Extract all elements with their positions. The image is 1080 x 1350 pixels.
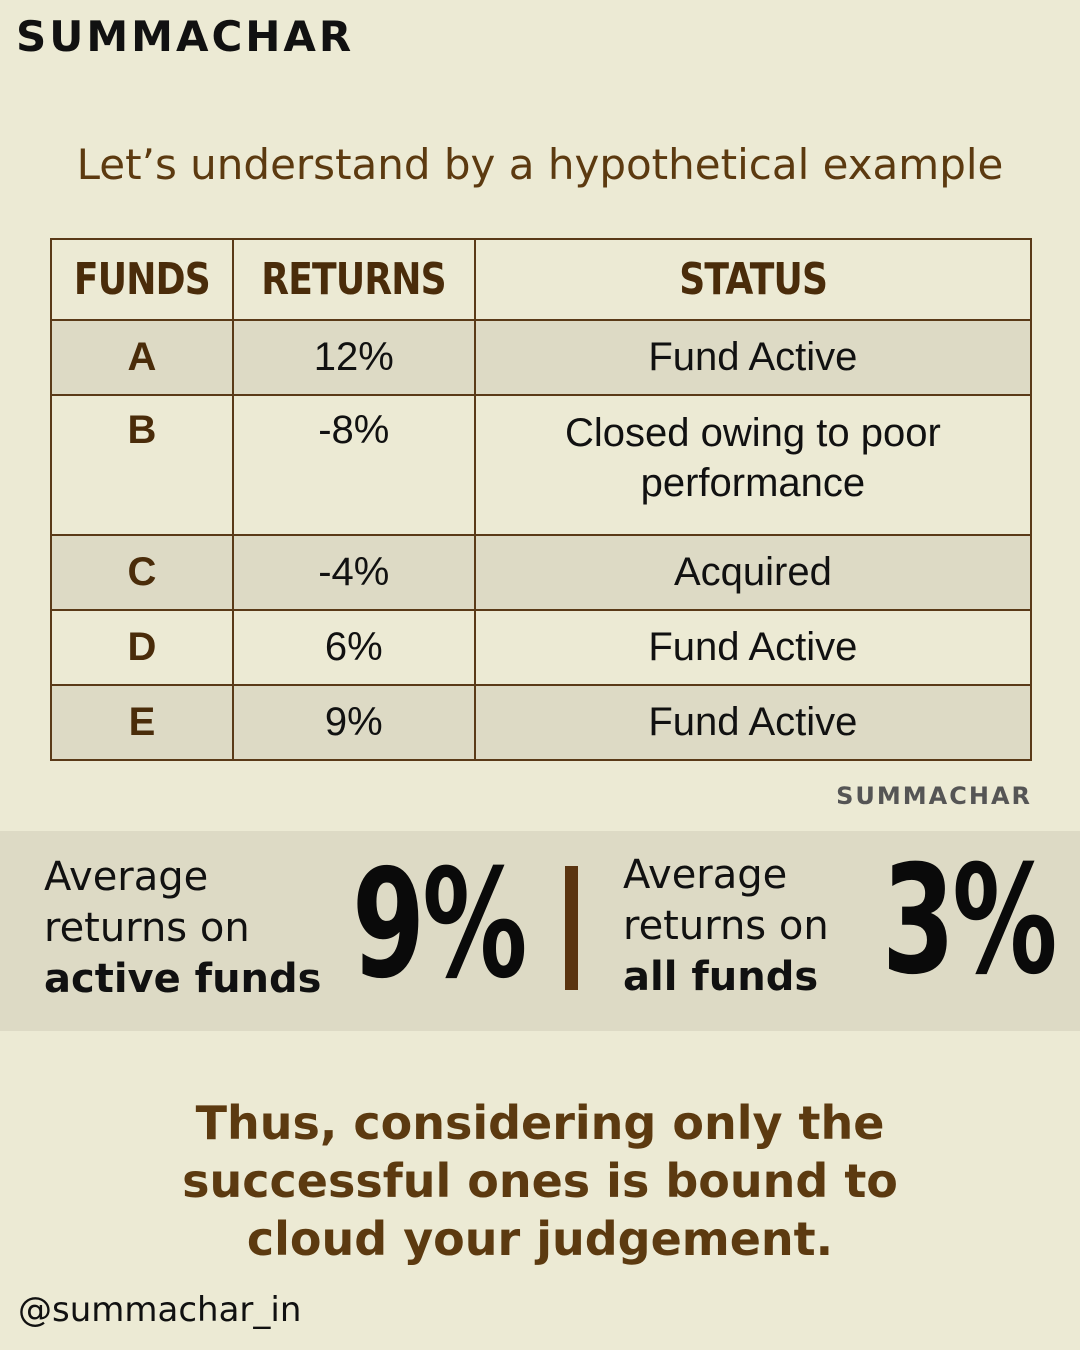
returns-cell: 6%	[233, 610, 475, 685]
returns-cell: -8%	[233, 395, 475, 535]
conclusion-text	[0, 1094, 1080, 1268]
returns-cell: 12%	[233, 320, 475, 395]
status-cell: Fund Active	[475, 320, 1031, 395]
fund-cell: E	[51, 685, 233, 760]
fund-cell: B	[51, 395, 233, 535]
active-funds-value: 9%	[352, 838, 525, 1012]
conclusion-line1: Thus, considering only the	[195, 1096, 885, 1150]
all-label-line3: all funds	[623, 954, 819, 1000]
header-returns: RETURNS	[233, 239, 475, 320]
social-handle: @summachar_in	[18, 1290, 302, 1330]
all-label-line1: Average	[623, 852, 788, 898]
table-row	[51, 685, 1031, 760]
active-label-line1: Average	[44, 854, 209, 900]
table-row	[51, 320, 1031, 395]
fund-cell: A	[51, 320, 233, 395]
brand-watermark: SUMMACHAR	[836, 782, 1032, 810]
brand-logo: SUMMACHAR	[16, 12, 355, 61]
returns-cell: -4%	[233, 535, 475, 610]
active-funds-label	[44, 852, 321, 1005]
fund-cell: C	[51, 535, 233, 610]
all-funds-label	[623, 850, 829, 1003]
all-label-line2: returns on	[623, 903, 829, 949]
all-funds-value: 3%	[882, 834, 1055, 1008]
table-header-row	[51, 239, 1031, 320]
header-status: STATUS	[475, 239, 1031, 320]
table-row	[51, 395, 1031, 535]
status-cell: Closed owing to poor performance	[475, 395, 1031, 535]
fund-cell: D	[51, 610, 233, 685]
status-cell: Acquired	[475, 535, 1031, 610]
conclusion-line3: cloud your judgement.	[246, 1212, 834, 1266]
table-row	[51, 610, 1031, 685]
table-row	[51, 535, 1031, 610]
returns-cell: 9%	[233, 685, 475, 760]
page-subtitle: Let’s understand by a hypothetical example	[76, 140, 1004, 189]
status-cell: Fund Active	[475, 610, 1031, 685]
active-label-line3: active funds	[44, 956, 322, 1002]
header-funds: FUNDS	[51, 239, 233, 320]
status-cell: Fund Active	[475, 685, 1031, 760]
active-label-line2: returns on	[44, 905, 250, 951]
funds-table	[50, 238, 1032, 761]
conclusion-line2: successful ones is bound to	[182, 1154, 898, 1208]
stats-divider	[565, 866, 578, 990]
